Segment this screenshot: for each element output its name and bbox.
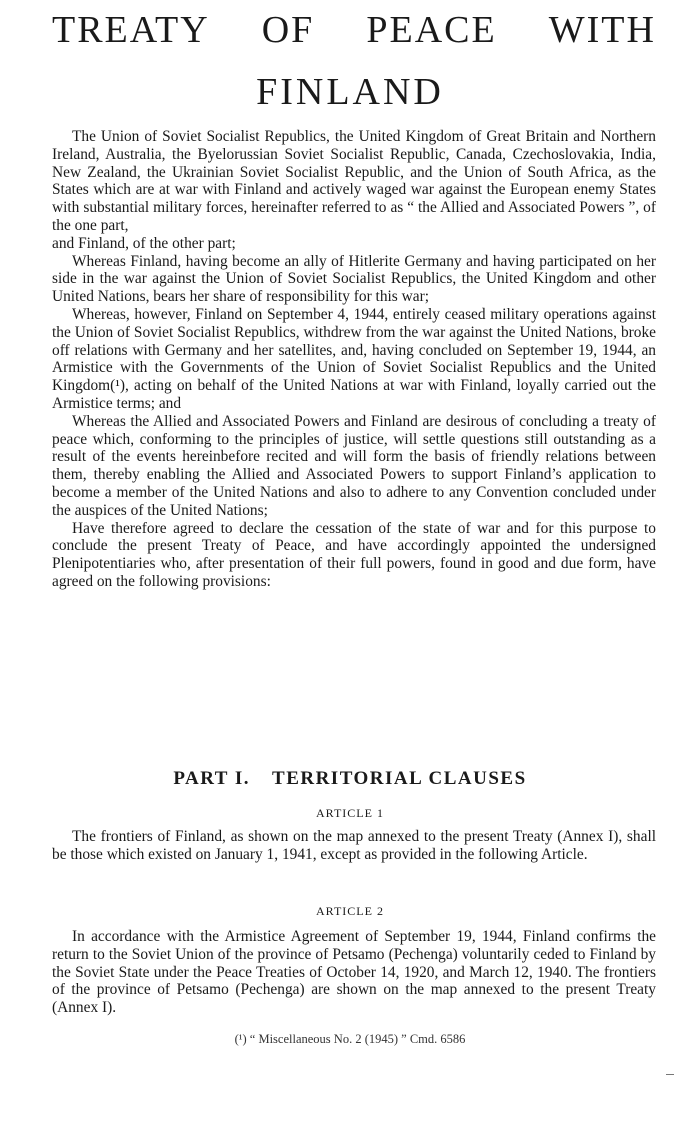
page-mark [666,1074,674,1075]
preamble-paragraph: The Union of Soviet Socialist Republics, the United Kingdom of Great Britain and Northern Ireland, Australia, the Byelorussian Soviet Socialist Republic, Canada, Czechoslovakia, India, New Zealand, the Ukrainian Soviet Socialist Republic, and the Union of South Africa, as the States which are at war with Finland and actively waged war against the European enemy States with substantial military forces, hereinafter referred to as “ the Allied and Associated Powers ”, of the one part, [52,128,656,234]
preamble-paragraph: Have therefore agreed to declare the cessation of the state of war and for this purpose to conclude the present Treaty of Peace, and have accordingly appointed the undersigned Plenipotentiaries who, after presentation of their full powers, found in good and due form, have agreed on the following provisions: [52,519,656,590]
preamble-paragraph: Whereas Finland, having become an ally of Hitlerite Germany and having participated on her side in the war against the Union of Soviet Socialist Republics, the United Kingdom and other United Nations, bears her share of responsibility for this war; [52,252,656,306]
article-heading: ARTICLE 1 [316,806,384,820]
treaty-title-line-2: FINLAND [256,71,444,113]
preamble [52,128,656,591]
footnote: (¹) “ Miscellaneous No. 2 (1945) ” Cmd. 6586 [234,1032,466,1046]
part-heading [0,767,700,791]
title-word: PEACE [366,9,497,51]
part-name: TERRITORIAL CLAUSES [272,768,527,789]
title-word: TREATY [52,9,210,51]
treaty-title-line-1 [52,8,656,52]
preamble-paragraph: Whereas, however, Finland on September 4, 1944, entirely ceased military operations against the Union of Soviet Socialist Republics, withdrew from the war against the United Nations, broke off relations with Germany and her satellites, and, having concluded on September 19, 1944, an Armistice with the Governments of the Union of Soviet Socialist Republics and the United Kingdom(¹), acting on behalf of the United Nations at war with Finland, loyally carried out the Armistice terms; and [52,305,656,412]
article-heading: ARTICLE 2 [316,904,384,918]
title-word: OF [261,9,315,51]
preamble-paragraph: Whereas the Allied and Associated Powers and Finland are desirous of concluding a treaty of peace which, conforming to the principles of justice, will settle questions still outstanding as a result of the events hereinbefore recited and will form the basis of friendly relations between them, thereby enabling the Allied and Associated Powers to support Finland’s application to become a member of the United Nations and also to adhere to any Convention concluded under the auspices of the United Nations; [52,412,656,519]
article-text: The frontiers of Finland, as shown on the map annexed to the present Treaty (Annex I), shall be those which existed on January 1, 1941, except as provided in the following Article. [52,828,656,863]
part-number: PART I. [173,768,251,789]
title-word: WITH [548,9,656,51]
preamble-paragraph: and Finland, of the other part; [52,234,236,252]
article-text: In accordance with the Armistice Agreement of September 19, 1944, Finland confirms the return to the Soviet Union of the province of Petsamo (Pechenga) voluntarily ceded to Finland by the Soviet State under the Peace Treaties of October 14, 1920, and March 12, 1940. The frontiers of the province of Petsamo (Pechenga) are shown on the map annexed to the present Treaty (Annex I). [52,928,656,1017]
